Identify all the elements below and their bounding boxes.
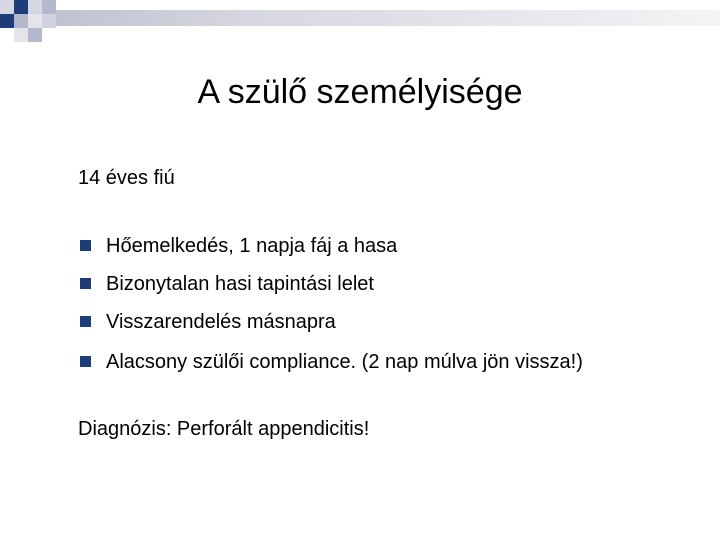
case-label: 14 éves fiú	[78, 167, 175, 189]
list-item	[78, 231, 583, 269]
slide-title-text: A szülő személyisége	[197, 73, 523, 111]
diagnosis-text: Diagnózis: Perforált appendicitis!	[78, 418, 370, 440]
list-item	[78, 347, 583, 385]
square-bullet-icon	[80, 278, 91, 289]
square-bullet-icon	[80, 356, 91, 367]
bullet-text: Bizonytalan hasi tapintási lelet	[106, 273, 374, 295]
bullet-text: Alacsony szülői compliance. (2 nap múlva jön vissza!)	[106, 351, 583, 373]
bullet-text: Hőemelkedés, 1 napja fáj a hasa	[106, 235, 398, 257]
list-item	[78, 269, 583, 307]
square-bullet-icon	[80, 316, 91, 327]
slide-title	[0, 70, 720, 114]
bullet-text: Visszarendelés másnapra	[106, 311, 336, 333]
header-decoration-icon	[0, 0, 720, 48]
list-item	[78, 307, 583, 347]
bullet-list	[78, 231, 583, 385]
square-bullet-icon	[80, 240, 91, 251]
